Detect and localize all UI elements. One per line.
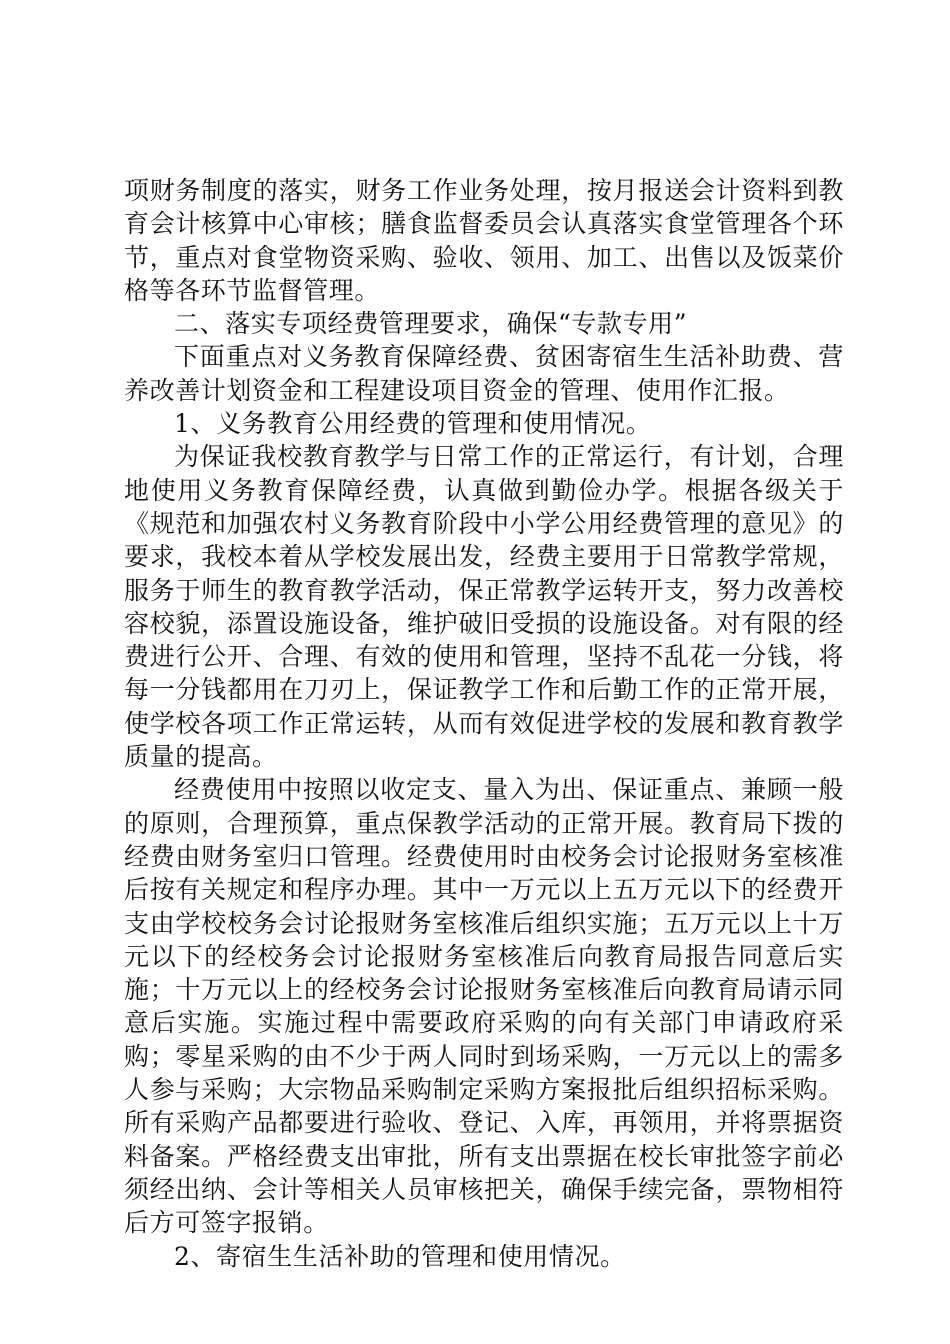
- paragraph-funds-procedure: 经费使用中按照以收定支、量入为出、保证重点、兼顾一般的原则，合理预算，重点保教学活动的正常开展。教育局下拨的经费由财务室归口管理。经费使用时由校务会讨论报财务室核准后按有关规定和程序办理。其中一万元以上五万元以下的经费开支由学校校务会讨论报财务室核准后组织实施；五万元以上十万元以下的经校务会讨论报财务室核准后向教育局报告同意后实施；十万元以上的经校务会讨论报财务室核准后向教育局请示同意后实施。实施过程中需要政府采购的向有关部门申请政府采购；零星采购的由不少于两人同时到场采购，一万元以上的需多人参与采购；大宗物品采购制定采购方案报批后组织招标采购。所有采购产品都要进行验收、登记、入库，再领用，并将票据资料备案。严格经费支出审批，所有支出票据在校长审批签字前必须经出纳、会计等相关人员审核把关，确保手续完备，票物相符后方可签字报销。: [124, 775, 844, 1238]
- document-body: [124, 174, 844, 1273]
- paragraph-public-funds-usage: 为保证我校教育教学与日常工作的正常运行，有计划，合理地使用义务教育保障经费，认真做到勤俭办学。根据各级关于《规范和加强农村义务教育阶段中小学公用经费管理的意见》的要求，我校本着从学校发展出发，经费主要用于日常教学常规，服务于师生的教育教学活动，保正常教学运转开支，努力改善校容校貌，添置设施设备，维护破旧受损的设施设备。对有限的经费进行公开、合理、有效的使用和管理，坚持不乱花一分钱，将每一分钱都用在刀刃上，保证教学工作和后勤工作的正常开展，使学校各项工作正常运转，从而有效促进学校的发展和教育教学质量的提高。: [124, 442, 844, 772]
- subheading-boarding-subsidy: 2、寄宿生生活补助的管理和使用情况。: [174, 1241, 626, 1271]
- section-heading: 二、落实专项经费管理要求，确保“专款专用”: [174, 309, 688, 339]
- paragraph-continuation: 项财务制度的落实，财务工作业务处理，按月报送会计资料到教育会计核算中心审核；膳食监督委员会认真落实食堂管理各个环节，重点对食堂物资采购、验收、领用、加工、出售以及饭菜价格等各环节监督管理。: [124, 176, 844, 305]
- subheading-public-funds: 1、义务教育公用经费的管理和使用情况。: [174, 409, 652, 439]
- paragraph-intro: 下面重点对义务教育保障经费、贫困寄宿生生活补助费、营养改善计划资金和工程建设项目资金的管理、使用作汇报。: [124, 342, 844, 405]
